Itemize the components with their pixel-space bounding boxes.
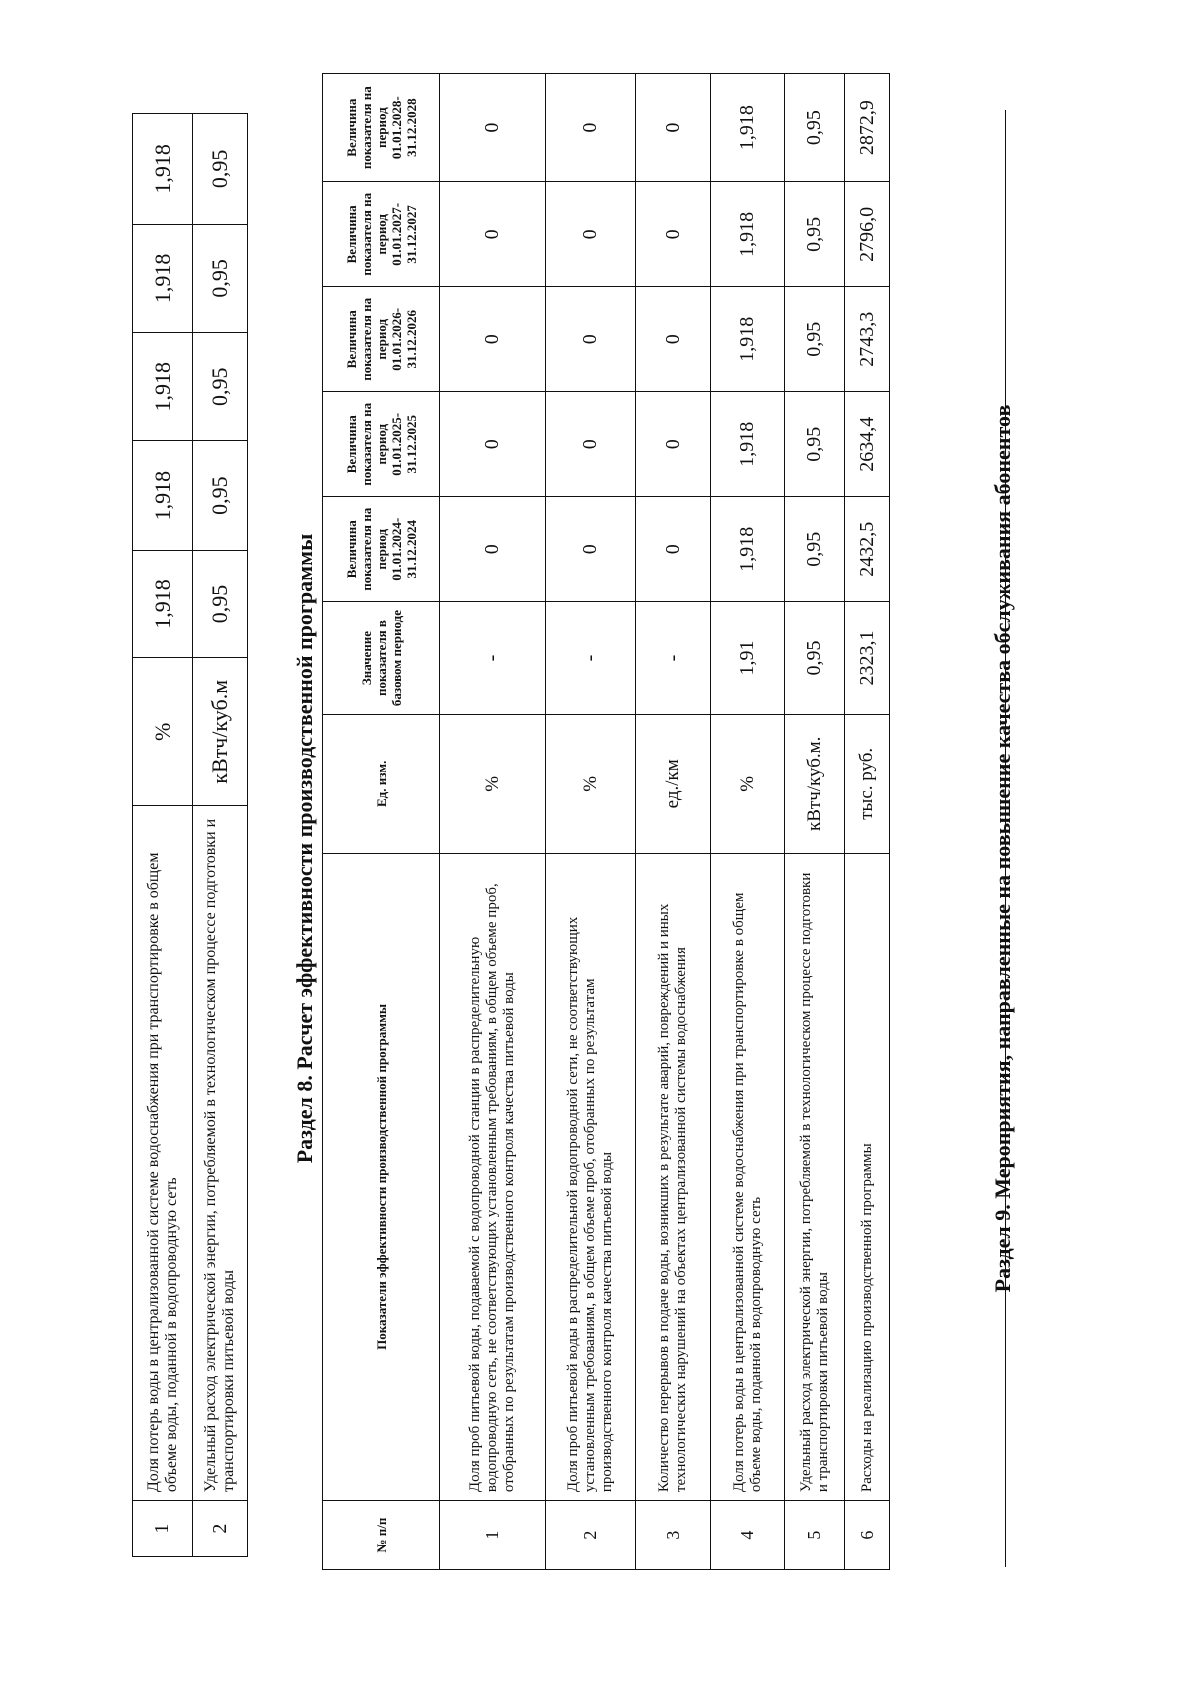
value-cell: 1,918 xyxy=(133,441,193,551)
table-row xyxy=(546,74,636,1570)
value-cell: 2432,5 xyxy=(845,497,890,602)
value-cell: 0,95 xyxy=(785,74,845,182)
value-cell: 0 xyxy=(440,392,546,497)
value-cell: 0 xyxy=(546,392,636,497)
table-row xyxy=(711,74,785,1570)
header-period-2026: Величина показателя на период 01.01.2026-31.12.2026 xyxy=(323,287,440,392)
base-value-cell: 1,91 xyxy=(711,602,785,715)
value-cell: 1,918 xyxy=(711,392,785,497)
row-number: 6 xyxy=(845,1501,890,1570)
table-row xyxy=(785,74,845,1570)
row-number: 2 xyxy=(546,1501,636,1570)
value-cell: 0 xyxy=(440,497,546,602)
header-period-2027: Величина показателя на период 01.01.2027-31.12.2027 xyxy=(323,182,440,287)
unit-cell: кВтч/куб.м. xyxy=(785,714,845,853)
value-cell: 0,95 xyxy=(785,497,845,602)
section-9-title: Раздел 9. Мероприятия, направленные на повышение качества обслуживания абонентов xyxy=(990,404,1015,1293)
value-cell: 1,918 xyxy=(133,550,193,657)
value-cell: 0,95 xyxy=(785,182,845,287)
value-cell: 0 xyxy=(546,74,636,182)
header-base: Значение показателя в базовом периоде xyxy=(323,602,440,715)
value-cell: 0 xyxy=(636,287,711,392)
value-cell: 1,918 xyxy=(711,182,785,287)
unit-cell: % xyxy=(546,714,636,853)
value-cell: 2796,0 xyxy=(845,182,890,287)
row-number: 1 xyxy=(133,1501,193,1557)
row-number: 4 xyxy=(711,1501,785,1570)
value-cell: 1,918 xyxy=(711,74,785,182)
row-number: 5 xyxy=(785,1501,845,1570)
unit-cell: % xyxy=(133,658,193,806)
value-cell: 2634,4 xyxy=(845,392,890,497)
bottom-rule xyxy=(1005,110,1006,1567)
base-value-cell: 2323,1 xyxy=(845,602,890,715)
value-cell: 0 xyxy=(546,287,636,392)
table-row xyxy=(193,114,248,1557)
value-cell: 1,918 xyxy=(133,114,193,225)
unit-cell: % xyxy=(440,714,546,853)
value-cell: 0,95 xyxy=(785,392,845,497)
header-unit: Ед. изм. xyxy=(323,714,440,853)
header-period-2024: Величина показателя на период 01.01.2024-31.12.2024 xyxy=(323,497,440,602)
header-num: № п/п xyxy=(323,1501,440,1570)
value-cell: 2872,9 xyxy=(845,74,890,182)
value-cell: 0 xyxy=(636,182,711,287)
table-row xyxy=(133,114,193,1557)
unit-cell: % xyxy=(711,714,785,853)
base-value-cell: - xyxy=(546,602,636,715)
indicator-name: Доля потерь воды в централизованной системе водоснабжения при транспортировке в общем объеме воды, поданной в водопроводную сеть xyxy=(711,853,785,1500)
value-cell: 0,95 xyxy=(193,114,248,225)
value-cell: 0 xyxy=(546,182,636,287)
indicator-name: Доля проб питьевой воды, подаваемой с водопроводной станции в распределительную водопроводную сеть, не соответствующих установленным требованиям, в общем объеме проб, отобранных по результатам производственного контроля качества питьевой воды xyxy=(440,853,546,1500)
table-row xyxy=(636,74,711,1570)
indicator-name: Удельный расход электрической энергии, потребляемой в технологическом процессе подготовки и транспортировки питьевой воды xyxy=(785,853,845,1500)
value-cell: 0,95 xyxy=(193,333,248,441)
base-value-cell: - xyxy=(636,602,711,715)
indicator-name: Доля потерь воды в централизованной системе водоснабжения при транспортировке в общем объеме воды, поданной в водопроводную сеть xyxy=(133,806,193,1501)
base-value-cell: - xyxy=(440,602,546,715)
header-name: Показатели эффективности производственной программы xyxy=(323,853,440,1500)
row-number: 3 xyxy=(636,1501,711,1570)
unit-cell: тыс. руб. xyxy=(845,714,890,853)
unit-cell: ед./км xyxy=(636,714,711,853)
table-row xyxy=(845,74,890,1570)
row-number: 2 xyxy=(193,1501,248,1557)
section-8-table xyxy=(322,73,890,1570)
value-cell: 0 xyxy=(636,392,711,497)
indicator-name: Расходы на реализацию производственной программы xyxy=(845,853,890,1500)
section-8-title: Раздел 8. Расчет эффективности производственной программы xyxy=(292,533,317,1164)
value-cell: 1,918 xyxy=(133,333,193,441)
value-cell: 1,918 xyxy=(711,287,785,392)
value-cell: 1,918 xyxy=(133,224,193,332)
row-number: 1 xyxy=(440,1501,546,1570)
value-cell: 0 xyxy=(636,74,711,182)
value-cell: 0,95 xyxy=(193,550,248,657)
value-cell: 0 xyxy=(636,497,711,602)
value-cell: 0 xyxy=(440,182,546,287)
value-cell: 0 xyxy=(440,74,546,182)
base-value-cell: 0,95 xyxy=(785,602,845,715)
value-cell: 1,918 xyxy=(711,497,785,602)
value-cell: 0 xyxy=(440,287,546,392)
value-cell: 0,95 xyxy=(193,224,248,332)
section-8-header-row xyxy=(323,74,440,1570)
previous-section-table xyxy=(132,113,248,1557)
indicator-name: Количество перерывов в подаче воды, возникших в результате аварий, повреждений и иных технологических нарушений на объектах централизованной системы водоснабжения xyxy=(636,853,711,1500)
indicator-name: Доля проб питьевой воды в распределительной водопроводной сети, не соответствующих установленным требованиям, в общем объеме проб, отобранных по результатам производственного контроля качества питьевой воды xyxy=(546,853,636,1500)
header-period-2028: Величина показателя на период 01.01.2028-31.12.2028 xyxy=(323,74,440,182)
unit-cell: кВтч/куб.м xyxy=(193,658,248,806)
value-cell: 2743,3 xyxy=(845,287,890,392)
indicator-name: Удельный расход электрической энергии, потребляемой в технологическом процессе подготовки и транспортировки питьевой воды xyxy=(193,806,248,1501)
value-cell: 0,95 xyxy=(785,287,845,392)
header-period-2025: Величина показателя на период 01.01.2025-31.12.2025 xyxy=(323,392,440,497)
value-cell: 0,95 xyxy=(193,441,248,551)
value-cell: 0 xyxy=(546,497,636,602)
table-row xyxy=(440,74,546,1570)
